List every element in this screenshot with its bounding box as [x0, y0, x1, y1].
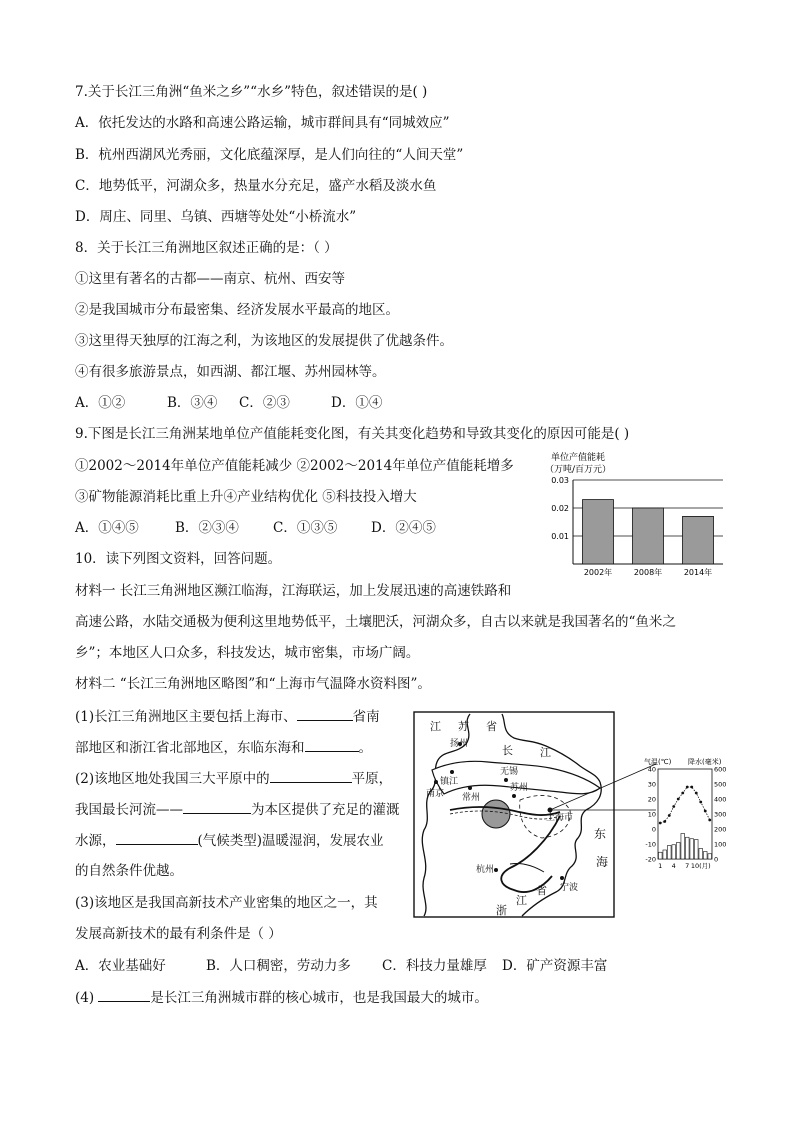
taihu-lake — [482, 800, 510, 828]
ningbo-dot — [560, 876, 564, 880]
climate-precip-label: 降水(毫米) — [688, 758, 722, 766]
temp-tick-label: 30 — [647, 780, 656, 789]
q7-option-d: D．周庄、同里、乌镇、西塘等处处“小桥流水” — [75, 209, 357, 225]
wuxi-dot — [504, 778, 508, 782]
map-label-dong: 东 — [594, 827, 607, 841]
map-label-shanghai: 上海市 — [546, 813, 574, 823]
month-tick-label: 7 — [685, 862, 690, 870]
q9-options — [75, 518, 436, 538]
q8-statement-4: ④有很多旅游景点，如西湖、都江堰、苏州园林等。 — [75, 364, 386, 380]
temp-tick-label: -10 — [645, 840, 656, 849]
precip-bar — [699, 849, 703, 860]
x-tick-label: 2002年 — [583, 568, 613, 577]
bar — [683, 516, 714, 564]
answer-blank[interactable] — [116, 830, 198, 845]
q10-part3-line2: 发展高新技术的最有利条件是（ ） — [75, 926, 282, 942]
y-tick-label: 0.03 — [551, 476, 569, 485]
q10-option-b: B．人口稠密，劳动力多 — [206, 958, 351, 974]
suzhou-dot — [512, 794, 516, 798]
q7-option-a: A．依托发达的水路和高速公路运输，城市群间具有“同城效应” — [75, 115, 450, 131]
x-tick-label: 2008年 — [633, 568, 663, 577]
map-label-jiangsu-1: 江 — [430, 720, 441, 733]
q10-part3-options — [75, 956, 607, 976]
precip-bar — [694, 840, 698, 860]
map-label-hai: 海 — [596, 855, 609, 869]
precip-tick-label: 400 — [714, 795, 727, 804]
q9-stem: 9.下图是长江三角洲某地单位产值能耗变化图，有关其变化趋势和导致其变化的原因可能是( ) — [75, 426, 630, 442]
precip-tick-label: 500 — [714, 780, 727, 789]
temp-tick-label: 0 — [651, 825, 656, 834]
q8-option-b: B．③④ — [167, 395, 218, 411]
q10-part2-line1: (2)该地区地处我国三大平原中的 平原， — [75, 768, 392, 789]
chart-ylabel: （万吨/百万元） — [545, 465, 612, 475]
precip-bar — [685, 837, 689, 859]
temp-point — [708, 819, 711, 822]
temp-tick-label: 20 — [647, 795, 656, 804]
q9-statements-3-5: ③矿物能源消耗比重上升④产业结构优化 ⑤科技投入增大 — [75, 489, 417, 505]
q8-statement-2: ②是我国城市分布最密集、经济发展水平最高的地区。 — [75, 302, 399, 318]
answer-blank[interactable] — [297, 706, 353, 721]
map-label-zhejiang-3: 省 — [536, 884, 547, 897]
q10-part1-line1: (1)长江三角洲地区主要包括上海市、 省南 — [75, 706, 380, 727]
q7-option-c: C．地势低平，河湖众多，热量水分充足，盛产水稻及淡水鱼 — [75, 178, 437, 194]
precip-bar — [663, 850, 667, 859]
month-tick-label: 1 — [658, 862, 663, 870]
q10-stem: 10．读下列图文资料，回答问题。 — [75, 551, 282, 567]
map-label-ningbo: 宁波 — [560, 883, 579, 893]
temp-point — [686, 786, 689, 789]
q10-part2-line2: 我国最长河流—— 为本区提供了充足的灌溉 — [75, 799, 400, 820]
precip-bar — [703, 852, 707, 860]
q7-stem: 7.关于长江三角洲“鱼米之乡”“水乡”特色，叙述错误的是( ) — [75, 84, 428, 100]
precip-bar — [667, 846, 671, 860]
precip-bar — [672, 845, 676, 859]
zhenjiang-dot — [450, 770, 454, 774]
temp-point — [663, 820, 666, 823]
map-label-wuxi: 无锡 — [500, 767, 519, 777]
precip-tick-label: 200 — [714, 825, 727, 834]
precip-bar — [681, 834, 685, 860]
q7-option-b: B．杭州西湖风光秀丽，文化底蕴深厚，是人们向往的“人间天堂” — [75, 147, 464, 163]
temp-tick-label: 10 — [647, 810, 656, 819]
precip-tick-label: 300 — [714, 810, 727, 819]
month-tick-label: 10(月) — [690, 862, 711, 870]
temp-point — [695, 792, 698, 795]
q8-options — [75, 393, 382, 413]
climate-temp-label: 气温(℃) — [644, 758, 672, 766]
month-tick-label: 4 — [671, 862, 676, 870]
map-label-zhenjiang: 镇江 — [440, 777, 459, 787]
q10-part2-line4: 的自然条件优越。 — [75, 863, 183, 879]
q9-option-b: B．②③④ — [175, 520, 239, 536]
map-label-nanjing: 南京 — [426, 789, 445, 799]
q9-option-a: A．①④⑤ — [75, 520, 139, 536]
answer-blank[interactable] — [183, 799, 251, 814]
y-tick-label: 0.01 — [551, 532, 569, 541]
q9-option-d: D．②④⑤ — [371, 520, 436, 536]
energy-consumption-chart — [535, 448, 735, 583]
answer-blank[interactable] — [270, 768, 352, 783]
precip-bar — [658, 852, 662, 859]
bar — [633, 508, 664, 564]
temp-tick-label: -20 — [645, 855, 656, 864]
map-label-zhejiang-2: 江 — [516, 894, 527, 907]
temp-tick-label: 40 — [647, 765, 656, 774]
precip-bar — [690, 839, 694, 859]
y-tick-label: 0.02 — [551, 504, 569, 513]
q10-option-d: D．矿产资源丰富 — [502, 958, 608, 974]
precip-tick-label: 100 — [714, 840, 727, 849]
material1-line2: 高速公路，水陆交通极为便利这里地势低平，土壤肥沃，河湖众多，自古以来就是我国著名的“鱼米之 — [75, 614, 676, 630]
q10-option-a: A．农业基础好 — [75, 958, 166, 974]
answer-blank[interactable] — [305, 737, 359, 752]
map-label-suzhou: 苏州 — [510, 783, 529, 793]
temp-point — [668, 814, 671, 817]
q10-part1-line2: 部地区和浙江省北部地区，东临东海和 。 — [75, 737, 372, 758]
material2: 材料二 “长江三角洲地区略图”和“上海市气温降水资料图”。 — [75, 676, 431, 692]
temp-point — [681, 792, 684, 795]
temp-point — [699, 801, 702, 804]
material1-line3: 乡”；本地区人口众多，科技发达，城市密集，市场广阔。 — [75, 645, 420, 661]
q9-statements-1-2: ①2002～2014年单位产值能耗减少 ②2002～2014年单位产值能耗增多 — [75, 458, 514, 474]
map-label-changzhou: 常州 — [462, 793, 481, 803]
q8-option-d: D．①④ — [331, 395, 383, 411]
q8-statement-3: ③这里得天独厚的江海之利，为该地区的发展提供了优越条件。 — [75, 333, 453, 349]
temp-point — [704, 810, 707, 813]
precip-tick-label: 0 — [714, 855, 719, 864]
q8-option-a: A．①② — [75, 395, 126, 411]
q10-part4: (4) 是长江三角洲城市群的核心城市，也是我国最大的城市。 — [75, 987, 488, 1008]
q8-option-c: C．②③ — [239, 395, 290, 411]
map-label-zhejiang-1: 浙 — [496, 904, 507, 917]
material1-line1: 材料一 长江三角洲地区濒江临海，江海联运，加上发展迅速的高速铁路和 — [75, 583, 512, 599]
q8-stem: 8．关于长江三角洲地区叙述正确的是：（ ） — [75, 240, 338, 256]
changzhou-dot — [468, 786, 472, 790]
q10-option-c: C．科技力量雄厚 — [382, 958, 487, 974]
temp-point — [672, 805, 675, 808]
precip-tick-label: 600 — [714, 765, 727, 774]
hangzhou-dot — [494, 868, 498, 872]
temp-point — [690, 786, 693, 789]
answer-blank[interactable] — [98, 987, 150, 1002]
map-label-jiangsu-2: 苏 — [458, 720, 469, 733]
map-label-yangzhou: 扬州 — [450, 739, 469, 749]
temp-point — [659, 822, 662, 825]
chart-title: 单位产值能耗 — [551, 453, 606, 463]
precip-bar — [708, 854, 712, 859]
temp-point — [677, 798, 680, 801]
map-label-chang: 长 — [502, 744, 513, 757]
shanghai-climate-chart — [640, 755, 740, 875]
q10-part3-line1: (3)该地区是我国高新技术产业密集的地区之一，其 — [75, 895, 378, 911]
q10-part2-line3: 水源， (气候类型)温暖湿润，发展农业 — [75, 830, 384, 851]
map-label-hangzhou: 杭州 — [476, 865, 495, 875]
climate-plot-frame — [658, 769, 712, 859]
q8-statement-1: ①这里有著名的古都——南京、杭州、西安等 — [75, 271, 345, 287]
x-tick-label: 2014年 — [683, 568, 713, 577]
q9-option-c: C．①③⑤ — [273, 520, 338, 536]
map-label-jiang: 江 — [540, 746, 551, 759]
map-label-jiangsu-3: 省 — [486, 720, 497, 733]
bar — [583, 500, 614, 564]
nanjing-dot — [434, 780, 438, 784]
precip-bar — [676, 843, 680, 860]
